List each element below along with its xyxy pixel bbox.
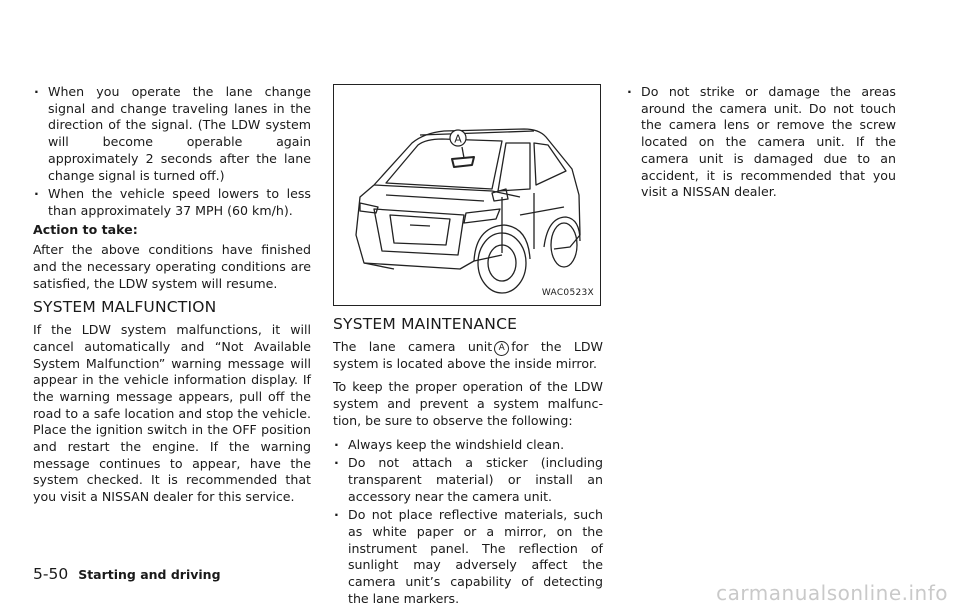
column-middle	[333, 84, 603, 610]
watermark: carmanualsonline.info	[716, 581, 948, 605]
bullet-item	[333, 504, 603, 607]
section-title: Starting and driving	[78, 567, 221, 582]
bullet-item	[33, 183, 311, 219]
bullet-dot: .	[34, 81, 39, 96]
maintenance-heading: SYSTEM MAINTENANCE	[333, 315, 518, 333]
action-heading: Action to take:	[33, 221, 138, 237]
bullet-text: Do not attach a sticker (including transparent material) or install an accessory near the camera unit.	[348, 455, 603, 504]
keep-proper-operation-text: To keep the proper operation of the LDW system and prevent a system malfunc-tion, be sure to observe the following:	[333, 379, 603, 428]
suv-illustration	[334, 85, 600, 305]
column-left	[33, 81, 311, 513]
bullet-item	[33, 81, 311, 184]
page-footer	[33, 565, 221, 583]
maintenance-text-start: The lane camera unit	[333, 338, 493, 354]
malfunction-text: If the LDW system malfunctions, it will cancel automatically and “Not Available System Malfunction” warning message will appear in the vehicle information display. If the warning message appears, pull off the road to a safe location and stop the vehicle. Place the ignition switch in the OFF position and restart the engine. If the warning message continues to appear, have the system checked. It is recommended that you visit a NISSAN dealer for this service.	[33, 322, 311, 505]
page-number: 5-50	[33, 565, 69, 583]
malfunction-heading: SYSTEM MALFUNCTION	[33, 298, 217, 317]
figure-code: WAC0523X	[541, 288, 594, 299]
maintenance-text-end: for the LDW system is located above the inside mirror.	[333, 338, 603, 371]
bullet-text: Do not strike or damage the areas around the camera unit. Do not touch the camera lens or remove the screw located on the camera unit. If the camera unit is damaged due to an accident, it is recommended that you visit a NISSAN dealer.	[641, 84, 896, 200]
callout-label: A	[454, 132, 462, 146]
bullet-item	[333, 433, 603, 454]
bullet-dot: .	[334, 504, 339, 520]
bullet-dot: .	[34, 183, 39, 199]
bullet-dot: .	[627, 81, 632, 96]
callout-a-icon: A	[494, 341, 509, 356]
bullet-dot: .	[334, 433, 339, 449]
bullet-text: When you operate the lane change signal and change traveling lanes in the direction of the signal. (The LDW system will become operable again approximately 2 seconds after the lane change signal is turned off.)	[48, 84, 311, 183]
bullet-text: Always keep the windshield clean.	[348, 436, 565, 452]
action-text: After the above conditions have finished and the necessary operating conditions are satisfied, the LDW system will resume.	[33, 242, 311, 291]
maintenance-text	[333, 339, 603, 373]
bullet-text: When the vehicle speed lowers to less than approximately 37 MPH (60 km/h).	[48, 186, 311, 218]
vehicle-figure	[333, 84, 601, 306]
bullet-dot: .	[334, 452, 339, 468]
bullet-item	[333, 452, 603, 505]
column-right	[626, 81, 896, 203]
bullet-text: Do not place reflective materials, such as white paper or a mirror, on the instrument panel. The reflection of sunlight may adversely affect the camera unit’s capability of detecting the lane markers.	[348, 507, 603, 606]
bullet-item	[626, 81, 896, 201]
